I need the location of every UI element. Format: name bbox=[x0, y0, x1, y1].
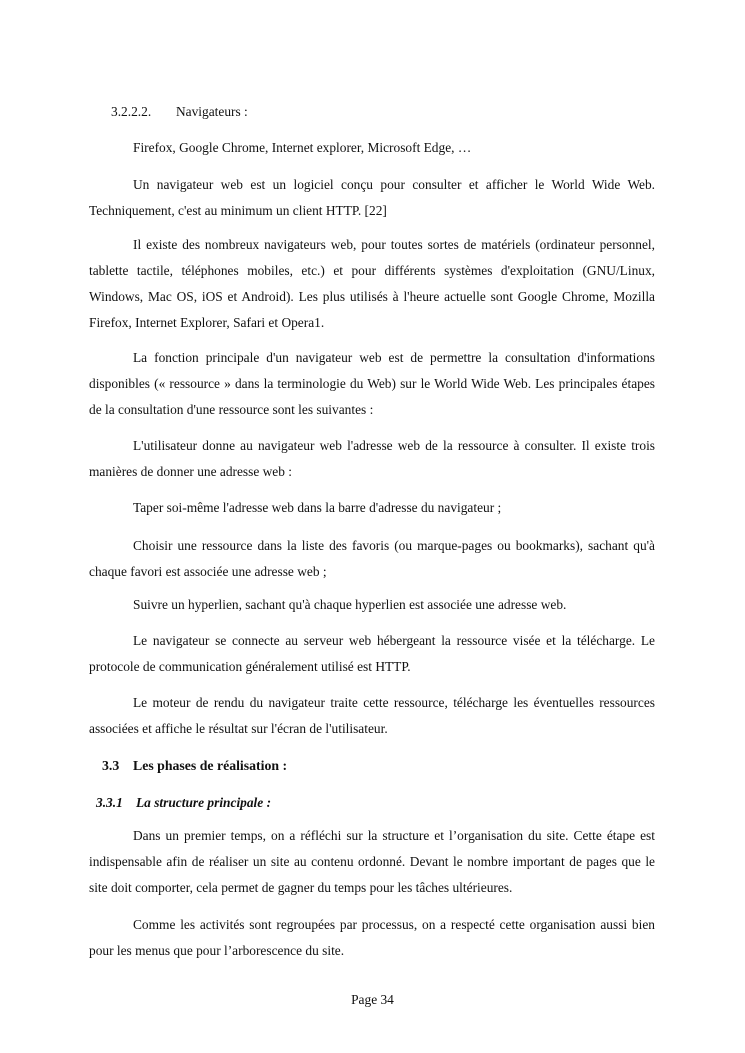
paragraph-user-address: L'utilisateur donne au navigateur web l'adresse web de la ressource à consulter. Il existe trois manières de donner une adresse web : bbox=[89, 438, 655, 479]
paragraph-type-address: Taper soi-même l'adresse web dans la barre d'adresse du navigateur ; bbox=[133, 500, 502, 515]
paragraph-browser-variety: Il existe des nombreux navigateurs web, pour toutes sortes de matériels (ordinateur personnel, tablette tactile, téléphones mobiles, etc.) et pour différents systèmes d'exploitation (GNU/Linux, Windows, Mac OS, iOS et Android). Les plus utilisés à l'heure actuelle sont Google Chrome, Mozilla Firefox, Internet Explorer, Safari et Opera1. bbox=[89, 237, 655, 330]
section-number: 3.3 bbox=[102, 758, 120, 773]
paragraph-rendering-engine: Le moteur de rendu du navigateur traite cette ressource, télécharge les éventuelles ressources associées et affiche le résultat sur l'écran de l'utilisateur. bbox=[89, 695, 655, 736]
section-number: 3.2.2.2. bbox=[111, 104, 152, 119]
section-title: La structure principale : bbox=[136, 795, 272, 810]
section-heading-3-3 bbox=[102, 753, 287, 779]
section-number: 3.3.1 bbox=[96, 795, 123, 810]
section-title: Les phases de réalisation : bbox=[133, 758, 288, 773]
section-heading-3-2-2-2 bbox=[111, 99, 248, 125]
paragraph-follow-hyperlink: Suivre un hyperlien, sachant qu'à chaque hyperlien est associée une adresse web. bbox=[133, 597, 567, 612]
paragraph-browser-definition: Un navigateur web est un logiciel conçu pour consulter et afficher le World Wide Web. Techniquement, c'est au minimum un client HTTP. [22] bbox=[89, 177, 655, 218]
paragraph-browser-connects: Le navigateur se connecte au serveur web hébergeant la ressource visée et la télécharge. Le protocole de communication généralement utilisé est HTTP. bbox=[89, 633, 655, 674]
paragraph-structure-first: Dans un premier temps, on a réfléchi sur la structure et l’organisation du site. Cette étape est indispensable afin de réaliser un site au contenu ordonné. Devant le nombre important de pages que le site doit comporter, cela permet de gagner du temps pour les tâches ultérieures. bbox=[89, 828, 655, 895]
paragraph-choose-favorite: Choisir une ressource dans la liste des favoris (ou marque-pages ou bookmarks), sachant qu'à chaque favori est associée une adresse web ; bbox=[89, 538, 655, 579]
paragraph-browsers-list: Firefox, Google Chrome, Internet explorer, Microsoft Edge, … bbox=[133, 140, 472, 155]
section-title: Navigateurs : bbox=[176, 104, 248, 119]
paragraph-structure-processes: Comme les activités sont regroupées par processus, on a respecté cette organisation aussi bien pour les menus que pour l’arborescence du site. bbox=[89, 917, 655, 958]
section-heading-3-3-1 bbox=[96, 790, 271, 816]
page-number: Page 34 bbox=[351, 992, 394, 1007]
paragraph-browser-function: La fonction principale d'un navigateur web est de permettre la consultation d'informations disponibles (« ressource » dans la terminologie du Web) sur le World Wide Web. Les principales étapes de la consultation d'une ressource sont les suivantes : bbox=[89, 350, 655, 417]
